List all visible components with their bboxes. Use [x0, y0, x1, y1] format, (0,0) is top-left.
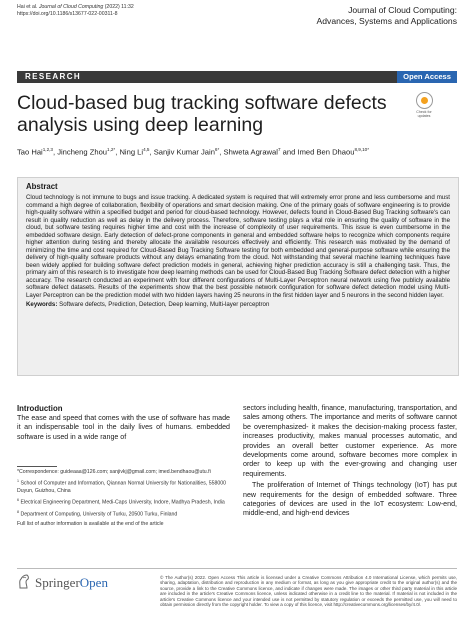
author-affiliation-sup: 8,9,10*: [354, 147, 370, 152]
author-affiliation-sup: 6*: [214, 147, 220, 152]
intro-paragraph-2: sectors including health, finance, manufacturing, transportation, and sales among others. The importance and merits of software cannot be overemphasized- it makes the decision-making process faster, increases productivity, makes manual processes automatic, and provides an overall better customer experience. As more developments come around, software becomes more complex in order to keep up with the ever-growing and changing user requirements.: [243, 404, 457, 478]
author-name[interactable]: Jincheng Zhou: [57, 147, 108, 157]
author-list: Tao Hai$^{1,2,3}$, Jincheng Zhou$^{1,2*}$, Ning Li$^{4,5}$, Sanjiv Kumar Jain$^{6*}$, Shweta Agrawal$^7$ and Imed Ben Dhaou$^{8,9,10*}$: [17, 147, 370, 157]
springer-horse-icon: [17, 574, 31, 589]
footer-divider: [17, 568, 457, 569]
author-affiliation-sup: 4,5: [143, 147, 150, 152]
author-name[interactable]: Ning Li: [119, 147, 144, 157]
affiliation-1: [17, 478, 230, 494]
footnotes: [17, 469, 230, 531]
keywords-label: Keywords:: [26, 301, 58, 308]
springer-open-logo[interactable]: [17, 574, 137, 592]
affiliation-sup: 8: [17, 510, 19, 515]
intro-paragraph-3: The proliferation of Internet of Things technology (IoT) has put new requirements for the design of embedded software. Three categories of devices are used in the IoT ecosystem: Low-end, middle-end, and high-end devices: [243, 481, 457, 518]
author-name[interactable]: Imed Ben Dhaou: [297, 147, 355, 157]
article-type-label: RESEARCH: [25, 72, 82, 81]
affiliation-sup: 1: [17, 479, 19, 484]
springer-brand-text: [35, 575, 108, 590]
citation-authors: Hai et al.: [17, 4, 38, 10]
license-text: © The Author(s) 2022. Open Access This article is licensed under a Creative Commons Attribution 4.0 International License, which permits use, sharing, adaptation, distribution and reproduction in any medium or format, as long as you give appropriate credit to the original author(s) and the source, provide a link to the Creative Commons licence, and indicate if changes were made. The images or other third party material in this article are included in the article's Creative Commons licence, unless indicated otherwise in a credit line to the material. If material is not included in the article's Creative Commons licence and your intended use is not permitted by statutory regulation or exceeds the permitted use, you will need to obtain permission directly from the copyright holder. To view a copy of this licence, visit http://creativecommons.org/licenses/by/4.0/.: [160, 575, 457, 608]
author-affiliation-sup: 7: [277, 147, 281, 152]
full-author-info-note: Full list of author information is available at the end of the article: [17, 521, 164, 528]
keywords: [26, 301, 450, 309]
author-name[interactable]: Sanjiv Kumar Jain: [153, 147, 215, 157]
journal-name-line2: Advances, Systems and Applications: [316, 15, 457, 26]
brand-open: Open: [79, 575, 108, 590]
affiliation-text: School of Computer and Information, Qiannan Normal University for Nationalities, 558000 Duyun, Guizhou, China: [17, 481, 227, 494]
citation-journal: Journal of Cloud Computing: [38, 4, 104, 10]
correspondence-note: *Correspondence: guideaaa@126.com; sanjivkj@gmail.com; imed.bendhaou@utu.fi: [17, 469, 211, 475]
author-affiliation-sup: 1,2*: [107, 147, 116, 152]
intro-paragraph-1: The ease and speed that comes with the use of software has made it an indispensable tool in the daily lives of humans. embedded software is used in a wide range of: [17, 414, 230, 441]
article-type-banner: [17, 71, 457, 83]
author-and: and: [282, 147, 296, 157]
citation-year: (2022) 11:32: [104, 4, 134, 10]
brand-springer: Springer: [35, 575, 80, 590]
check-updates-line2: updates: [417, 114, 431, 118]
citation-block: [17, 4, 134, 18]
check-for-updates-button[interactable]: [407, 92, 441, 120]
doi-link[interactable]: https://doi.org/10.1186/s13677-022-00311-8: [17, 11, 118, 17]
footnote-divider: [17, 466, 57, 467]
abstract-text: Cloud technology is not immune to bugs and issue tracking. A dedicated system is required that will extremely error prone and less cumbersome and must command a high degree of collaboration, flexibility of operations and smart decision making. One of the primary goals of software engineering is to provide high-quality software within a specified budget and period for cloud-based technology. However, defects found in Cloud-Based Bug Tracking software's can result in quality reduction as well as delay in the delivery process. Therefore, software testing plays a vital role in ensuring the quality of software in the cloud, but software testing requires higher time and cost with the increase of complexity of user requirements. This issue is even cumbersome in the embedded software design. Early detection of defect-prone components in general and embedded software helps to recognize which components require higher attention during testing and thereby allocate the available resources effectively and efficiently. This research was motivated by the demand of minimizing the time and cost required for Cloud-Based Bug Tracking Software testing for both embedded and general-purpose software while ensuring the delivery of high-quality software products without any delays emanating from the cloud. Not withstanding that several machine learning techniques have been widely applied for building software defect prediction models in general, achieving higher prediction accuracy is still a challenging task. Thus, the primary aim of this research is to investigate how deep learning methods can be used for Cloud-Based Bug Tracking Software defect detection with a higher accuracy. The research conducted an experiment with four different configurations of Multi-Layer Perceptron neural network using five publicly available software defect datasets. Results of the experiments show that the best possible network configuration for software defect detection model using Multi-Layer Perceptron can be the prediction model with two hidden layers having 25 neurons in the first hidden layer and 5 neurons in the second hidden layer.: [26, 194, 450, 299]
affiliation-sup: 6: [17, 497, 19, 502]
affiliation-text: Department of Computing, University of Turku, 20500 Turku, Finland: [20, 511, 178, 518]
check-updates-text: [407, 110, 441, 118]
author-name[interactable]: Shweta Agrawal: [223, 147, 278, 157]
affiliation-text: Electrical Engineering Department, Medi-Caps University, Indore, Madhya Pradesh, India: [20, 499, 225, 506]
journal-name: [317, 5, 457, 26]
article-title: Cloud-based bug tracking software defects analysis using deep learning: [17, 92, 387, 136]
author-affiliation-sup: 1,2,3: [42, 147, 53, 152]
left-column: [17, 404, 230, 442]
check-updates-line1: Check for: [416, 110, 432, 114]
check-updates-icon: [416, 92, 433, 109]
abstract-box: [17, 177, 459, 376]
right-column: [243, 404, 457, 519]
open-access-badge: Open Access: [397, 71, 457, 83]
keywords-list: Software defects, Prediction, Detection, Deep learning, Multi-layer perceptron: [59, 301, 270, 308]
author-name[interactable]: Tao Hai: [17, 147, 43, 157]
abstract-heading: Abstract: [26, 182, 58, 191]
journal-name-line1: Journal of Cloud Computing:: [348, 5, 457, 15]
affiliation-8: [17, 509, 230, 518]
introduction-heading: Introduction: [17, 404, 63, 413]
affiliation-6: [17, 497, 230, 506]
